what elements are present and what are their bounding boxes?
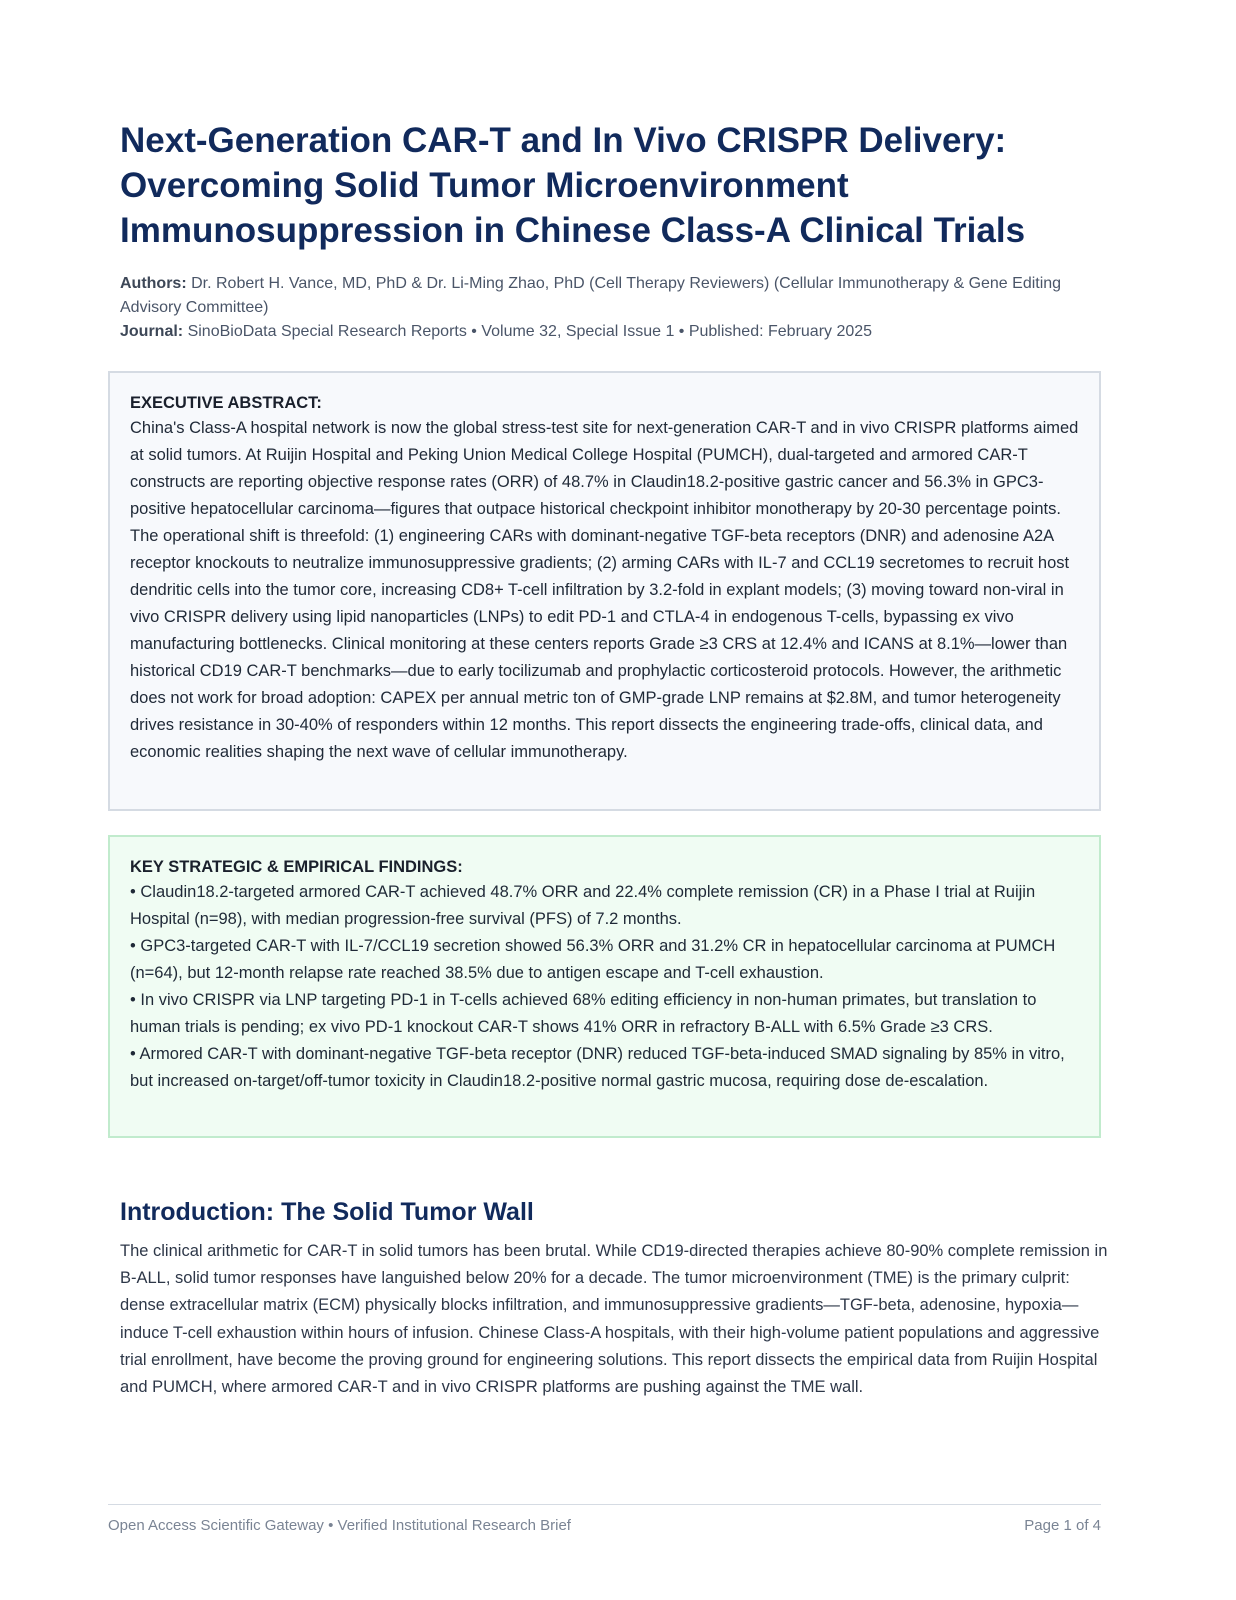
journal-value: SinoBioData Special Research Reports • Volume 32, Special Issue 1 • Published: February 2025	[187, 323, 873, 340]
authors-label: Authors:	[120, 275, 187, 292]
page-title: Next-Generation CAR-T and In Vivo CRISPR Delivery: Overcoming Solid Tumor Microenvironment Immunosuppression in Chinese Class-A Clinical Trials	[120, 121, 1026, 250]
abstract-text: China's Class-A hospital network is now the global stress-test site for next-generation CAR-T and in vivo CRISPR platforms aimed at solid tumors. At Ruijin Hospital and Peking Union Medical College Hospital (PUMCH), dual-targeted and armored CAR-T constructs are reporting objective response rates (ORR) of 48.7% in Claudin18.2-positive gastric cancer and 56.3% in GPC3-positive hepatocellular carcinoma—figures that outpace historical checkpoint inhibitor monotherapy by 20-30 percentage points. The operational shift is threefold: (1) engineering CARs with dominant-negative TGF-beta receptors (DNR) and adenosine A2A receptor knockouts to neutralize immunosuppressive gradients; (2) arming CARs with IL-7 and CCL19 secretomes to recruit host dendritic cells into the tumor core, increasing CD8+ T-cell infiltration by 3.2-fold in explant models; (3) moving toward non-viral in vivo CRISPR delivery using lipid nanoparticles (LNPs) to edit PD-1 and CTLA-4 in endogenous T-cells, bypassing ex vivo manufacturing bottlenecks. Clinical monitoring at these centers reports Grade ≥3 CRS at 12.4% and ICANS at 8.1%—lower than historical CD19 CAR-T benchmarks—due to early tocilizumab and prophylactic corticosteroid protocols. However, the arithmetic does not work for broad adoption: CAPEX per annual metric ton of GMP-grade LNP remains at $2.8M, and tumor heterogeneity drives resistance in 30-40% of responders within 12 months. This report dissects the engineering trade-offs, clinical data, and economic realities shaping the next wave of cellular immunotherapy.	[130, 419, 1079, 761]
introduction-text: The clinical arithmetic for CAR-T in solid tumors has been brutal. While CD19-directed therapies achieve 80-90% complete remission in B-ALL, solid tumor responses have languished below 20% for a decade. The tumor microenvironment (TME) is the primary culprit: dense extracellular matrix (ECM) physically blocks infiltration, and immunosuppressive gradients—TGF-beta, adenosine, hypoxia—induce T-cell exhaustion within hours of infusion. Chinese Class-A hospitals, with their high-volume patient populations and aggressive trial enrollment, have become the proving ground for engineering solutions. This report dissects the empirical data from Ruijin Hospital and PUMCH, where armored CAR-T and in vivo CRISPR platforms are pushing against the TME wall.	[120, 1242, 1108, 1397]
finding-item: • Armored CAR-T with dominant-negative TGF-beta receptor (DNR) reduced TGF-beta-induced SMAD signaling by 85% in vitro, but increased on-target/off-tumor toxicity in Claudin18.2-positive normal gastric mucosa, requiring dose de-escalation.	[130, 1045, 1065, 1090]
journal-label: Journal:	[120, 323, 184, 340]
finding-item: • GPC3-targeted CAR-T with IL-7/CCL19 secretion showed 56.3% ORR and 31.2% CR in hepatocellular carcinoma at PUMCH (n=64), but 12-month relapse rate reached 38.5% due to antigen escape and T-cell exhaustion.	[130, 937, 1056, 982]
finding-item: • In vivo CRISPR via LNP targeting PD-1 in T-cells achieved 68% editing efficiency in non-human primates, but translation to human trials is pending; ex vivo PD-1 knockout CAR-T shows 41% ORR in refractory B-ALL with 6.5% Grade ≥3 CRS.	[130, 991, 1037, 1036]
finding-item: • Claudin18.2-targeted armored CAR-T achieved 48.7% ORR and 22.4% complete remission (CR) in a Phase I trial at Ruijin Hospital (n=98), with median progression-free survival (PFS) of 7.2 months.	[130, 883, 1036, 928]
footer-divider	[108, 1504, 1101, 1505]
page-number: Page 1 of 4	[1024, 1517, 1101, 1534]
journal-line	[120, 320, 1110, 344]
footer-source: Open Access Scientific Gateway • Verified Institutional Research Brief	[108, 1517, 571, 1534]
abstract-heading: EXECUTIVE ABSTRACT:	[130, 394, 322, 412]
executive-abstract-box	[108, 371, 1101, 811]
authors-value: Dr. Robert H. Vance, MD, PhD & Dr. Li-Ming Zhao, PhD (Cell Therapy Reviewers) (Cellular Immunotherapy & Gene Editing Advisory Committee)	[120, 275, 1062, 316]
key-findings-box	[108, 835, 1101, 1138]
findings-heading: KEY STRATEGIC & EMPIRICAL FINDINGS:	[130, 858, 463, 876]
introduction-heading: Introduction: The Solid Tumor Wall	[120, 1198, 534, 1226]
authors-line	[120, 272, 1110, 320]
article-meta	[120, 272, 1110, 344]
